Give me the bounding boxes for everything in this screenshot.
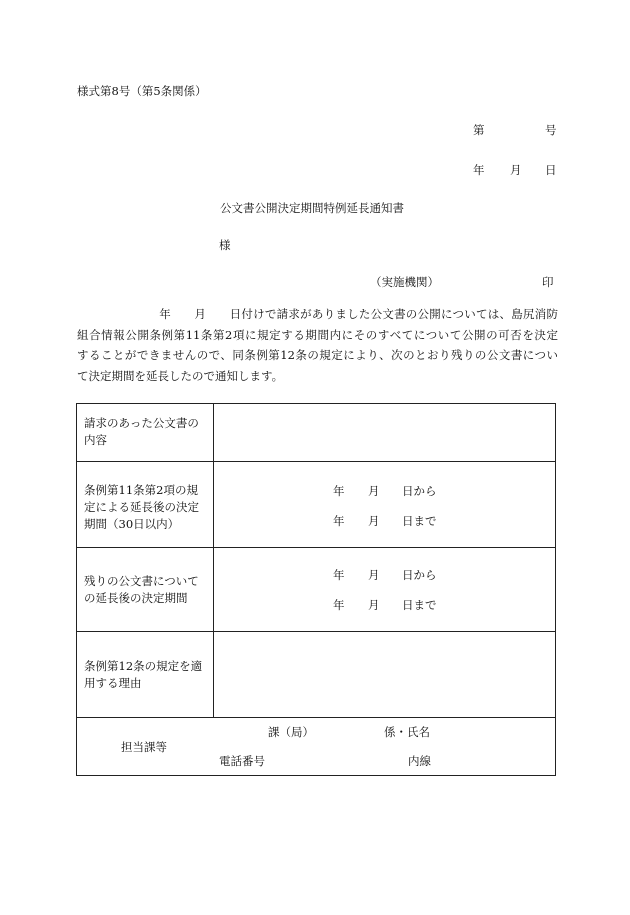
remaining-to-year: 年 <box>333 598 345 612</box>
remaining-from-year: 年 <box>333 568 345 582</box>
body-line: て決定期間を延長したので通知します。 <box>77 368 284 383</box>
body-line: 年 月 日付けで請求がありました公文書の公開については、島尻消防 <box>77 307 558 321</box>
period-to-year: 年 <box>333 514 345 528</box>
date-day-label: 日 <box>545 163 557 177</box>
label-line: 残りの公文書について <box>84 574 199 588</box>
remaining-from-day: 日から <box>402 568 437 582</box>
period-to-month: 月 <box>368 514 380 528</box>
contact-label: 担当課等 <box>121 740 167 754</box>
period-to-day: 日まで <box>402 514 437 528</box>
row-divider <box>77 631 555 632</box>
extension-details-table <box>76 403 556 776</box>
section-label: 課（局） <box>268 725 314 739</box>
row-divider <box>77 717 555 718</box>
date-year-label: 年 <box>473 163 485 177</box>
remaining-period-label <box>84 573 199 607</box>
notice-body <box>77 304 558 386</box>
seal-mark: 印 <box>542 275 554 289</box>
body-line: することができませんので、同条例第12条の規定により、次のとおり残りの公文書につい <box>77 348 558 362</box>
column-divider <box>213 404 214 717</box>
label-line: 条例第11条第2項の規 <box>84 483 198 497</box>
row-divider <box>77 461 555 462</box>
reason-label <box>84 658 202 692</box>
remaining-from-month: 月 <box>368 568 380 582</box>
doc-number-prefix: 第 <box>473 123 485 137</box>
addressee-honorific: 様 <box>219 238 231 252</box>
label-line: 定による延長後の決定 <box>84 500 199 514</box>
label-line: の延長後の決定期間 <box>84 591 188 605</box>
label-line: 条例第12条の規定を適 <box>84 659 203 673</box>
document-title: 公文書公開決定期間特例延長通知書 <box>220 201 404 215</box>
requested-document-label <box>84 415 199 449</box>
implementing-agency-label: （実施機関） <box>370 275 439 289</box>
staff-name-label: 係・氏名 <box>384 725 430 739</box>
period-from-month: 月 <box>368 484 380 498</box>
extended-period-label <box>84 482 199 533</box>
label-line: 内容 <box>84 433 107 447</box>
remaining-to-day: 日まで <box>402 598 437 612</box>
label-line: 用する理由 <box>84 676 142 690</box>
period-from-year: 年 <box>333 484 345 498</box>
phone-label: 電話番号 <box>219 754 265 768</box>
label-line: 期間（30日以内） <box>84 517 180 531</box>
label-line: 請求のあった公文書の <box>84 416 199 430</box>
remaining-to-month: 月 <box>368 598 380 612</box>
body-line: 組合情報公開条例第11条第2項に規定する期間内にそのすべてについて公開の可否を決定 <box>77 327 558 342</box>
period-from-day: 日から <box>402 484 437 498</box>
row-divider <box>77 547 555 548</box>
date-month-label: 月 <box>510 163 522 177</box>
doc-number-suffix: 号 <box>545 123 557 137</box>
extension-label: 内線 <box>408 754 431 768</box>
form-number: 様式第8号（第5条関係） <box>77 84 207 98</box>
